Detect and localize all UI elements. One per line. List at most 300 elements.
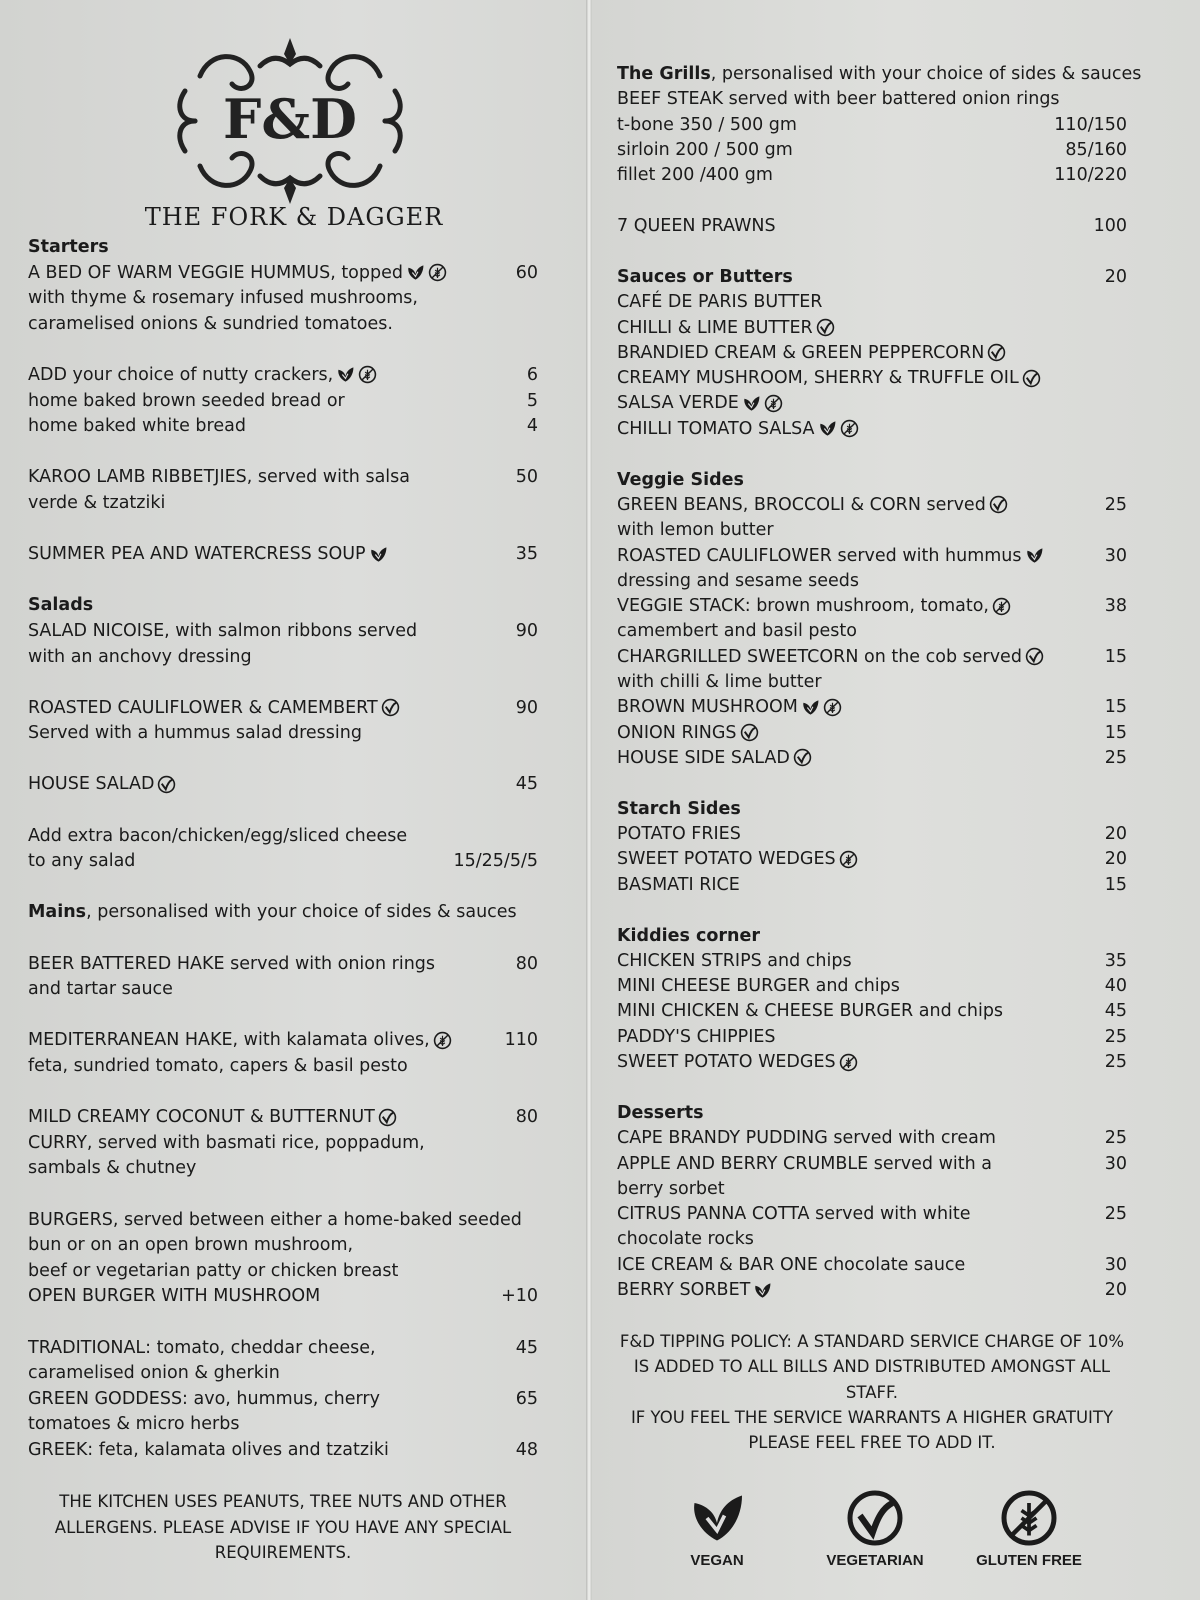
item-price: 25 <box>1104 494 1127 515</box>
item-text: Add extra bacon/chicken/egg/sliced cheese <box>28 825 408 846</box>
item-price: 15/25/5/5 <box>453 851 538 872</box>
item-text: BASMATI RICE <box>617 874 740 895</box>
legend-gluten-free <box>964 1488 1094 1569</box>
item-price: 25 <box>1104 1128 1127 1149</box>
item-text: BROWN MUSHROOM <box>617 697 798 718</box>
item-text: GREEN BEANS, BROCCOLI & CORN served <box>617 494 986 515</box>
menu-line <box>617 1152 1127 1177</box>
menu-line <box>28 1131 538 1157</box>
dietary-legend <box>592 1488 1200 1600</box>
menu-item <box>28 465 538 516</box>
item-text: CHILLI & LIME BUTTER <box>617 317 813 338</box>
menu-item <box>28 619 538 670</box>
item-text: POTATO FRIES <box>617 824 741 845</box>
menu-item <box>28 1105 538 1182</box>
menu-item <box>28 824 538 875</box>
item-text: beef or vegetarian patty or chicken breast <box>28 1260 399 1281</box>
menu-line <box>28 1156 538 1182</box>
section-heading <box>28 593 538 619</box>
item-price: 25 <box>1104 1204 1127 1225</box>
item-text: MINI CHEESE BURGER and chips <box>617 976 900 997</box>
item-price: 45 <box>515 1337 538 1358</box>
vegetarian-icon <box>378 1108 397 1127</box>
item-text: APPLE AND BERRY CRUMBLE served with a <box>617 1153 993 1174</box>
menu-line <box>28 1336 538 1362</box>
menu-line <box>617 1227 1127 1252</box>
gluten-free-icon <box>764 394 783 413</box>
menu-section <box>28 542 538 568</box>
item-text: chocolate rocks <box>617 1229 754 1250</box>
gluten-free-icon <box>839 850 858 869</box>
menu-item <box>28 1438 538 1464</box>
item-text: camembert and basil pesto <box>617 621 857 642</box>
item-price: 35 <box>1104 950 1127 971</box>
heading-title: Salads <box>28 595 94 616</box>
item-text: TRADITIONAL: tomato, cheddar cheese, <box>28 1337 376 1358</box>
vegetarian-icon <box>987 343 1006 362</box>
menu-line <box>28 1233 538 1259</box>
item-price: 90 <box>515 620 538 641</box>
item-text: sambals & chutney <box>28 1158 197 1179</box>
item-price: 65 <box>515 1388 538 1409</box>
menu-line <box>617 873 1127 898</box>
menu-line <box>28 1361 538 1387</box>
menu-item <box>617 544 1127 595</box>
item-text: CURRY, served with basmati rice, poppadum, <box>28 1132 425 1153</box>
item-price: +10 <box>501 1286 538 1307</box>
item-price: 110 <box>504 1030 538 1051</box>
vegan-icon <box>652 1488 782 1548</box>
svg-text:F&D: F&D <box>223 87 357 151</box>
section-price: 20 <box>1104 266 1127 287</box>
item-text: CHICKEN STRIPS and chips <box>617 950 852 971</box>
item-price: 20 <box>1104 849 1127 870</box>
item-text: sirloin 200 / 500 gm <box>617 139 793 160</box>
notice-line: IF YOU FEEL THE SERVICE WARRANTS A HIGHER GRATUITY <box>630 1407 1114 1427</box>
item-text: CAFÉ DE PARIS BUTTER <box>617 292 823 313</box>
legend-vegetarian <box>810 1488 940 1569</box>
menu-line <box>617 594 1127 619</box>
menu-item <box>617 87 1127 112</box>
item-text: BURGERS, served between either a home-baked seeded <box>28 1209 522 1230</box>
item-price: 25 <box>1104 1026 1127 1047</box>
vegan-icon <box>742 394 761 413</box>
item-text: feta, sundried tomato, capers & basil pesto <box>28 1056 408 1076</box>
item-text: caramelised onion & gherkin <box>28 1363 280 1384</box>
menu-item <box>617 1253 1127 1278</box>
item-price: 4 <box>526 416 538 437</box>
item-text: home baked brown seeded bread or <box>28 390 345 411</box>
menu-item <box>28 1387 538 1438</box>
menu-line <box>617 341 1127 366</box>
menu-line <box>617 695 1127 720</box>
item-price: 25 <box>1104 1052 1127 1073</box>
item-text: CITRUS PANNA COTTA served with white <box>617 1204 971 1225</box>
menu-item <box>617 999 1127 1024</box>
menu-item <box>617 721 1127 746</box>
section-heading <box>617 1101 1127 1126</box>
menu-line <box>617 290 1127 315</box>
item-price: 30 <box>1104 1153 1127 1174</box>
vegetarian-icon <box>793 748 812 767</box>
vegan-icon <box>369 545 388 564</box>
gluten-free-icon <box>823 698 842 717</box>
item-price: 6 <box>526 364 538 385</box>
item-text: CREAMY MUSHROOM, SHERRY & TRUFFLE OIL <box>617 368 1019 389</box>
menu-line <box>28 1259 538 1285</box>
vegetarian-icon <box>1022 369 1041 388</box>
menu-line <box>617 1202 1127 1227</box>
gluten-free-icon <box>992 597 1011 616</box>
menu-item <box>617 113 1127 138</box>
item-price: 110/220 <box>1054 165 1127 186</box>
menu-item <box>617 822 1127 847</box>
menu-item <box>617 417 1127 442</box>
section-heading <box>617 797 1127 822</box>
vegan-icon <box>801 698 820 717</box>
menu-item <box>617 1202 1127 1253</box>
menu-item <box>28 261 538 338</box>
menu-line <box>617 746 1127 771</box>
menu-item <box>617 366 1127 391</box>
menu-line <box>617 1126 1127 1151</box>
gluten-free-icon <box>964 1488 1094 1548</box>
item-price: 25 <box>1104 747 1127 768</box>
menu-line <box>617 417 1127 442</box>
menu-line <box>28 1028 538 1054</box>
vegetarian-icon <box>740 723 759 742</box>
item-price: 38 <box>1104 596 1127 617</box>
menu-line <box>28 1054 538 1080</box>
menu-item <box>28 542 538 568</box>
menu-line <box>617 619 1127 644</box>
vegan-icon <box>336 365 355 384</box>
menu-item <box>617 1126 1127 1151</box>
notice-line: F&D TIPPING POLICY: A STANDARD SERVICE CHARGE OF 10% <box>619 1331 1125 1351</box>
notice-line: IS ADDED TO ALL BILLS AND DISTRIBUTED AMONGST ALL <box>633 1357 1111 1377</box>
item-price: 50 <box>515 467 538 488</box>
section-heading <box>617 468 1127 493</box>
menu-item <box>617 873 1127 898</box>
menu-line <box>28 721 538 747</box>
heading-title: Starch Sides <box>617 798 741 819</box>
menu-item <box>617 746 1127 771</box>
menu-line <box>28 1284 538 1310</box>
menu-section <box>28 465 538 516</box>
item-text: to any salad <box>28 851 136 872</box>
item-text: BERRY SORBET <box>617 1280 751 1301</box>
menu-line <box>28 645 538 671</box>
menu-section <box>28 1028 538 1079</box>
heading-title: Mains <box>28 902 87 923</box>
menu-item <box>617 316 1127 341</box>
menu-section <box>28 593 538 670</box>
item-text: MINI CHICKEN & CHEESE BURGER and chips <box>617 1001 1004 1022</box>
item-price: 5 <box>526 390 538 411</box>
item-text: BEER BATTERED HAKE served with onion rings <box>28 953 436 974</box>
item-text: with an anchovy dressing <box>28 646 252 667</box>
gluten-free-icon <box>433 1031 452 1050</box>
menu-section <box>28 1336 538 1464</box>
menu-line <box>617 214 1127 239</box>
item-price: 80 <box>515 953 538 974</box>
section-heading <box>617 924 1127 949</box>
menu-item <box>28 1208 538 1310</box>
menu-item <box>617 163 1127 188</box>
notice <box>28 1489 538 1566</box>
menu-item <box>28 772 538 798</box>
menu-line <box>617 1177 1127 1202</box>
menu-section <box>28 824 538 875</box>
item-price: 48 <box>515 1439 538 1460</box>
item-price: 110/150 <box>1054 114 1127 135</box>
menu-line <box>617 822 1127 847</box>
item-text: PADDY'S CHIPPIES <box>617 1026 776 1047</box>
item-text: GREEK: feta, kalamata olives and tzatziki <box>28 1439 389 1460</box>
right-page <box>592 0 1200 1600</box>
item-text: t-bone 350 / 500 gm <box>617 114 797 135</box>
menu-item <box>617 391 1127 416</box>
item-text: HOUSE SALAD <box>28 774 155 795</box>
item-text: KAROO LAMB RIBBETJIES, served with salsa <box>28 467 411 488</box>
heading-title: The Grills <box>617 64 711 84</box>
menu-line <box>617 316 1127 341</box>
menu-line <box>28 465 538 491</box>
menu-item <box>28 952 538 1003</box>
notice-line: PLEASE FEEL FREE TO ADD IT. <box>748 1433 996 1453</box>
menu-line <box>617 670 1127 695</box>
item-text: ROASTED CAULIFLOWER & CAMEMBERT <box>28 697 378 718</box>
gluten-free-icon <box>358 365 377 384</box>
notice-line: STAFF. <box>845 1382 899 1402</box>
menu-line <box>28 1438 538 1464</box>
menu-section <box>28 235 538 337</box>
vegetarian-icon <box>381 698 400 717</box>
legend-label: GLUTEN FREE <box>976 1552 1082 1569</box>
item-text: SALSA VERDE <box>617 393 739 414</box>
menu-line <box>617 721 1127 746</box>
item-text: GREEN GODDESS: avo, hummus, cherry <box>28 1388 380 1409</box>
item-price: 45 <box>515 774 538 795</box>
menu-line <box>28 286 538 312</box>
notice <box>617 1329 1127 1455</box>
menu-section <box>28 363 538 440</box>
menu-line <box>28 1105 538 1131</box>
menu-section <box>28 696 538 747</box>
vegan-icon <box>753 1281 772 1300</box>
item-text: verde & tzatziki <box>28 492 166 513</box>
left-menu-column <box>28 235 538 1591</box>
heading-note: , personalised with your choice of sides & sauces <box>710 64 1142 84</box>
menu-line <box>28 1387 538 1413</box>
item-price: 30 <box>1104 1254 1127 1275</box>
menu-item <box>617 695 1127 720</box>
restaurant-name: THE FORK & DAGGER <box>144 203 444 231</box>
gluten-free-icon <box>839 1053 858 1072</box>
item-text: 7 QUEEN PRAWNS <box>617 216 776 237</box>
item-price: 15 <box>1104 874 1127 895</box>
menu-section <box>28 1208 538 1310</box>
menu-item <box>617 1025 1127 1050</box>
vegetarian-icon <box>816 318 835 337</box>
menu-line <box>617 999 1127 1024</box>
item-price: 85/160 <box>1065 139 1127 160</box>
item-price: 15 <box>1104 646 1127 667</box>
item-price: 45 <box>1104 1001 1127 1022</box>
menu-item <box>617 1278 1127 1303</box>
item-text: Served with a hummus salad dressing <box>28 723 362 744</box>
item-text: BEEF STEAK served with beer battered onion rings <box>617 89 1060 110</box>
item-price: 60 <box>515 262 538 283</box>
menu-line <box>617 391 1127 416</box>
menu-item <box>617 214 1127 239</box>
item-text: ONION RINGS <box>617 722 737 743</box>
item-text: MILD CREAMY COCONUT & BUTTERNUT <box>28 1107 375 1128</box>
item-text: with chilli & lime butter <box>617 672 822 693</box>
notice-line: ALLERGENS. PLEASE ADVISE IF YOU HAVE ANY SPECIAL <box>54 1517 512 1537</box>
heading-title: Sauces or Butters <box>617 266 793 287</box>
item-text: berry sorbet <box>617 1178 725 1199</box>
item-text: ROASTED CAULIFLOWER served with hummus <box>617 545 1022 566</box>
menu-section <box>617 797 1127 898</box>
menu-line <box>28 1208 538 1234</box>
notice-line: THE KITCHEN USES PEANUTS, TREE NUTS AND OTHER <box>59 1492 507 1512</box>
menu-line <box>28 977 538 1003</box>
menu-line <box>28 312 538 338</box>
vegetarian-icon <box>1025 647 1044 666</box>
menu-line <box>617 518 1127 543</box>
menu-line <box>28 389 538 415</box>
notice-line: REQUIREMENTS. <box>214 1543 352 1563</box>
item-text: SWEET POTATO WEDGES <box>617 849 836 870</box>
menu-item <box>617 949 1127 974</box>
menu-line <box>28 542 538 568</box>
item-text: CHARGRILLED SWEETCORN on the cob served <box>617 646 1022 667</box>
heading-note: , personalised with your choice of sides & sauces <box>86 902 517 923</box>
menu-section <box>28 1105 538 1182</box>
item-price: 20 <box>1104 824 1127 845</box>
item-text: MEDITERRANEAN HAKE, with kalamata olives, <box>28 1030 430 1051</box>
section-heading <box>617 265 1127 290</box>
menu-section <box>28 900 538 926</box>
item-text: BRANDIED CREAM & GREEN PEPPERCORN <box>617 342 985 363</box>
menu-item <box>28 696 538 747</box>
item-text: ICE CREAM & BAR ONE chocolate sauce <box>617 1254 966 1275</box>
menu-section <box>617 214 1127 239</box>
item-text: OPEN BURGER WITH MUSHROOM <box>28 1286 321 1307</box>
item-price: 80 <box>515 1107 538 1128</box>
vegan-icon <box>406 263 425 282</box>
item-text: fillet 200 /400 gm <box>617 165 773 186</box>
menu-line <box>28 696 538 722</box>
menu-line <box>617 87 1127 112</box>
item-text: bun or on an open brown mushroom, <box>28 1235 354 1256</box>
item-price: 15 <box>1104 697 1127 718</box>
menu-item <box>617 594 1127 645</box>
item-text: home baked white bread <box>28 416 246 437</box>
menu-item <box>617 290 1127 315</box>
menu-item <box>617 341 1127 366</box>
legend-vegan <box>652 1488 782 1569</box>
item-text: and tartar sauce <box>28 979 173 1000</box>
menu-item <box>617 847 1127 872</box>
menu-line <box>617 569 1127 594</box>
item-price: 90 <box>515 697 538 718</box>
menu-section <box>617 1101 1127 1303</box>
item-text: HOUSE SIDE SALAD <box>617 747 790 768</box>
menu-line <box>28 414 538 440</box>
menu-line <box>28 849 538 875</box>
item-text: ADD your choice of nutty crackers, <box>28 364 334 385</box>
item-text: SUMMER PEA AND WATERCRESS SOUP <box>28 544 366 565</box>
menu-line <box>617 974 1127 999</box>
menu-line <box>617 544 1127 569</box>
menu-section <box>617 62 1142 188</box>
menu-line <box>617 1278 1127 1303</box>
item-text: with lemon butter <box>617 520 774 541</box>
menu-line <box>617 1050 1127 1075</box>
right-menu-column <box>617 62 1142 1481</box>
menu-line <box>28 619 538 645</box>
item-text: CHILLI TOMATO SALSA <box>617 418 815 439</box>
menu-item <box>617 1050 1127 1075</box>
menu-line <box>28 1412 538 1438</box>
heading-title: Desserts <box>617 1102 704 1123</box>
item-text: dressing and sesame seeds <box>617 570 860 591</box>
item-text: A BED OF WARM VEGGIE HUMMUS, topped <box>28 262 403 283</box>
menu-line <box>617 949 1127 974</box>
vegetarian-icon <box>989 495 1008 514</box>
menu-item <box>28 363 538 440</box>
menu-line <box>28 824 538 850</box>
item-text: caramelised onions & sundried tomatoes. <box>28 313 393 334</box>
section-heading <box>617 62 1142 87</box>
menu-line <box>617 163 1127 188</box>
item-price: 15 <box>1104 722 1127 743</box>
menu-item <box>617 138 1127 163</box>
menu-line <box>28 261 538 287</box>
legend-label: VEGETARIAN <box>826 1552 924 1569</box>
fork-and-dagger-logo <box>170 36 410 206</box>
menu-line <box>617 847 1127 872</box>
item-price: 30 <box>1104 545 1127 566</box>
vegan-icon <box>818 419 837 438</box>
menu-section <box>617 265 1127 442</box>
menu-line <box>617 1025 1127 1050</box>
gluten-free-icon <box>840 419 859 438</box>
menu-item <box>28 1028 538 1079</box>
item-text: VEGGIE STACK: brown mushroom, tomato, <box>617 596 989 617</box>
menu-section <box>28 772 538 798</box>
menu-item <box>617 645 1127 696</box>
vegan-icon <box>1025 546 1044 565</box>
heading-title: Kiddies corner <box>617 925 760 946</box>
left-page <box>0 0 588 1600</box>
menu-item <box>617 974 1127 999</box>
menu-item <box>28 1336 538 1387</box>
menu-line <box>28 772 538 798</box>
menu-line <box>28 491 538 517</box>
item-text: SALAD NICOISE, with salmon ribbons served <box>28 620 418 641</box>
menu-line <box>617 366 1127 391</box>
section-heading <box>28 235 538 261</box>
section-heading <box>28 900 538 926</box>
menu-section <box>617 468 1127 772</box>
menu-item <box>617 1152 1127 1203</box>
item-price: 40 <box>1104 976 1127 997</box>
menu-line <box>28 363 538 389</box>
heading-title: Starters <box>28 237 109 257</box>
